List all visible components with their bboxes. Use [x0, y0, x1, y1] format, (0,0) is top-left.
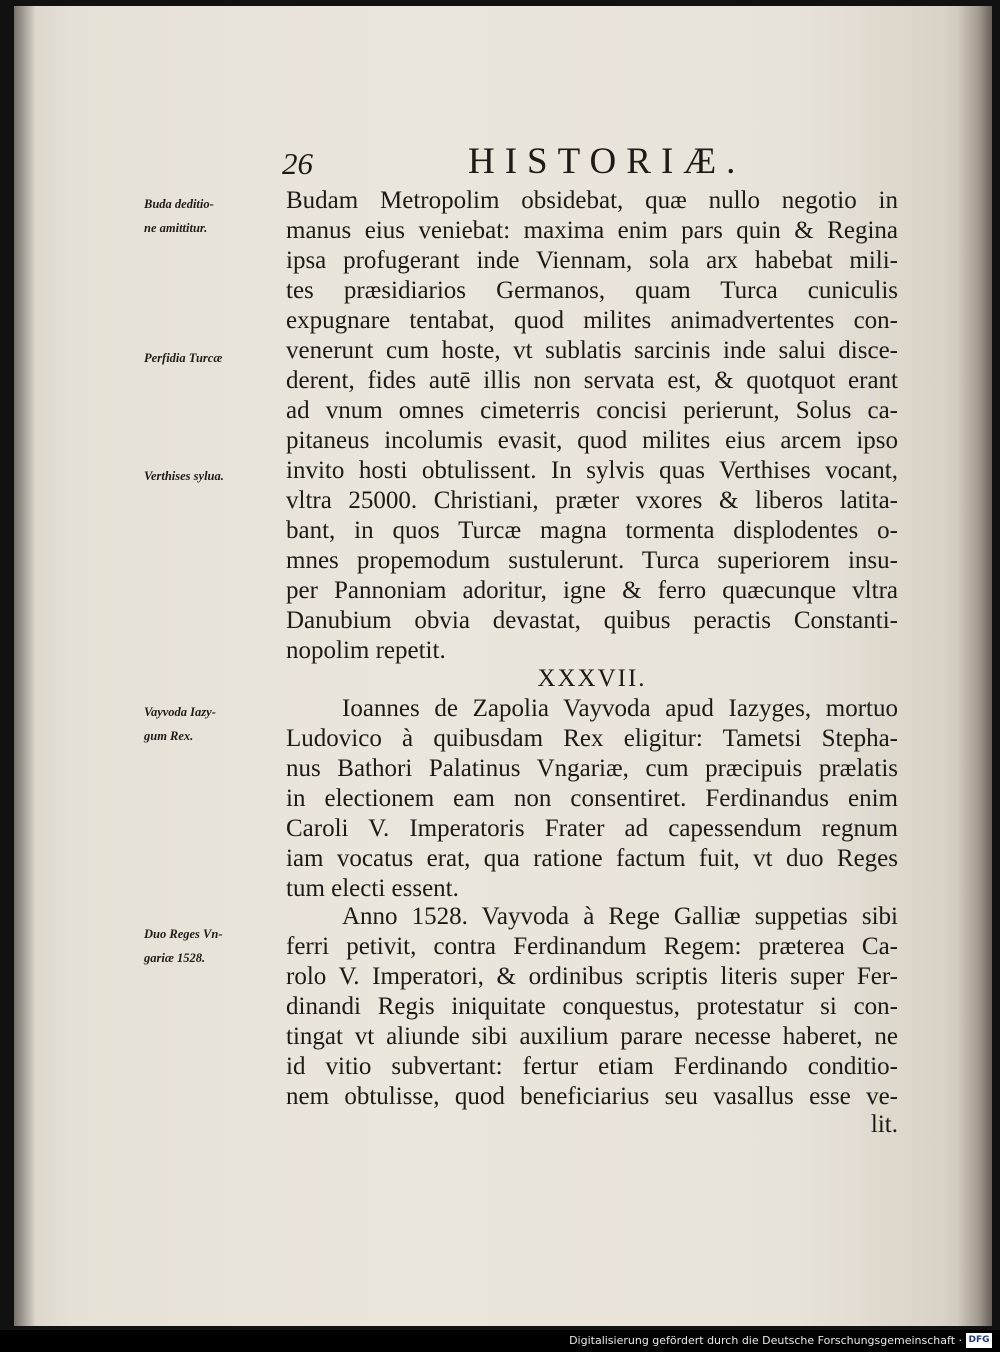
- text-line: tum electi essent.: [286, 875, 459, 902]
- text-line: tingat vt aliunde sibi auxilium parare necesse haberet, ne: [286, 1023, 898, 1050]
- marginal-note: Duo Reges Vn- gariæ 1528.: [144, 927, 223, 965]
- text-line: nus Bathori Palatinus Vngariæ, cum præcipuis prælatis: [286, 755, 898, 782]
- text-line: manus eius veniebat: maxima enim pars quin & Regina: [286, 217, 898, 244]
- text-line: mnes propemodum sustulerunt. Turca superiorem insu-: [286, 547, 898, 574]
- running-title: HISTORIÆ.: [468, 141, 746, 182]
- page-edge-shadow: [958, 6, 992, 1326]
- text-line: Ioannes de Zapolia Vayvoda apud Iazyges, mortuo: [342, 695, 898, 722]
- text-line: vltra 25000. Christiani, præter vxores & liberos latita-: [286, 487, 898, 514]
- text-line: derent, fides autē illis non servata est, & quotquot erant: [286, 367, 898, 394]
- text-line: ad vnum omnes cimeterris concisi perierunt, Solus ca-: [286, 397, 898, 424]
- digitization-credit: Digitalisierung gefördert durch die Deutsche Forschungsgemeinschaft ·: [569, 1334, 962, 1347]
- text-line: expugnare tentabat, quod milites animadvertentes con-: [286, 307, 898, 334]
- text-line: Ludovico à quibusdam Rex eligitur: Tametsi Stepha-: [286, 725, 898, 752]
- text-line: iam vocatus erat, qua ratione factum fuit, vt duo Reges: [286, 845, 898, 872]
- running-head: [268, 140, 788, 188]
- catchword: lit.: [870, 1111, 898, 1138]
- text-line: nopolim repetit.: [286, 637, 446, 664]
- text-line: per Pannoniam adoritur, igne & ferro quæcunque vltra: [286, 577, 898, 604]
- text-line: Anno 1528. Vayvoda à Rege Galliæ suppetias sibi: [342, 903, 898, 930]
- text-line: Danubium obvia devastat, quibus peractis Constanti-: [286, 607, 898, 634]
- text-line: rolo V. Imperatori, & ordinibus scriptis literis super Fer-: [286, 963, 898, 990]
- text-line: dinandi Regis iniquitate conquestus, protestatur si con-: [286, 993, 898, 1020]
- text-line: venerunt cum hoste, vt sublatis sarcinis inde salui disce-: [286, 337, 898, 364]
- text-line: pitaneus incolumis evasit, quod milites eius arcem ipso: [286, 427, 898, 454]
- marginal-note: Verthises sylua.: [144, 469, 224, 483]
- marginal-note: Buda deditio- ne amittitur.: [144, 197, 214, 235]
- text-line: bant, in quos Turcæ magna tormenta displodentes o-: [286, 517, 898, 544]
- text-line: ferri petivit, contra Ferdinandum Regem: præterea Ca-: [286, 933, 898, 960]
- text-line: Budam Metropolim obsidebat, quæ nullo negotio in: [286, 187, 898, 214]
- gutter-shadow: [14, 6, 36, 1326]
- chapter-heading: XXXVII.: [537, 665, 647, 692]
- text-line: id vitio subvertant: fertur etiam Ferdinando conditio-: [286, 1053, 898, 1080]
- footer-bar: [0, 1330, 1000, 1352]
- text-line: ipsa profugerant inde Viennam, sola arx habebat mili-: [286, 247, 898, 274]
- text-line: in electionem eam non consentiret. Ferdinandus enim: [286, 785, 898, 812]
- dfg-logo-icon: DFG: [966, 1333, 992, 1348]
- page-number: 26: [282, 146, 313, 181]
- text-line: invito hosti obtulissent. In sylvis quas Verthises vocant,: [286, 457, 898, 484]
- text-line: nem obtulisse, quod beneficiarius seu vasallus esse ve-: [286, 1083, 898, 1110]
- text-line: Caroli V. Imperatoris Frater ad capessendum regnum: [286, 815, 898, 842]
- marginal-note: Perfidia Turcæ: [144, 351, 223, 365]
- marginal-note: Vayvoda Iazy- gum Rex.: [144, 705, 216, 743]
- text-line: tes præsidiarios Germanos, quam Turca cuniculis: [286, 277, 898, 304]
